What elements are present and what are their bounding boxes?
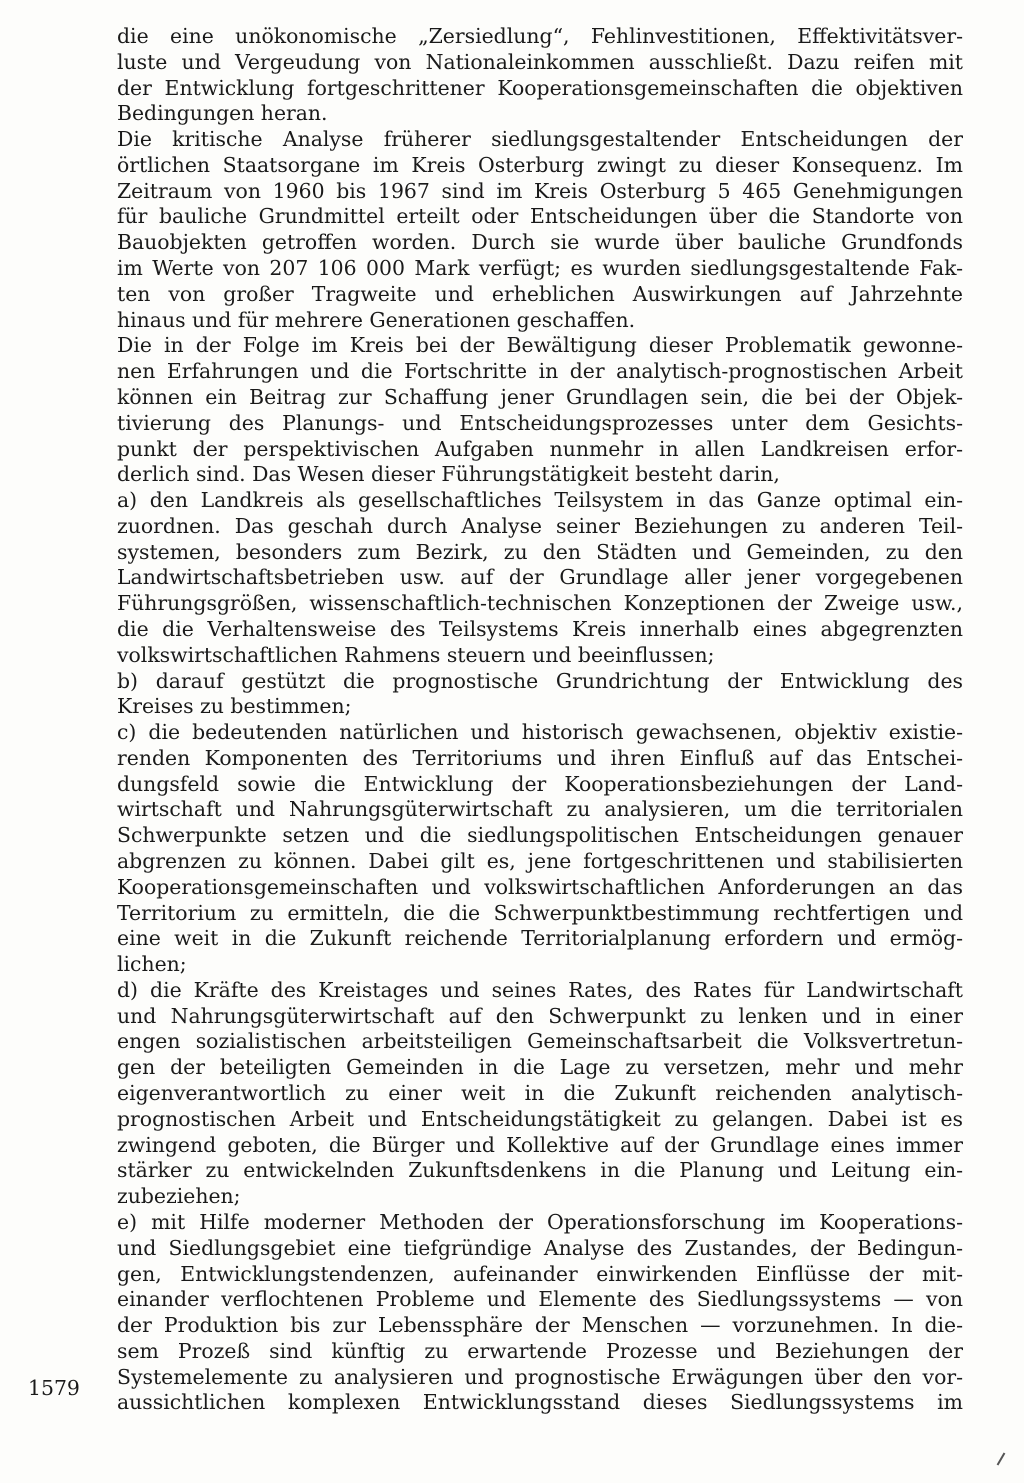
text-line: Zeitraum von 1960 bis 1967 sind im Kreis Osterburg 5 465 Genehmigungen (117, 178, 963, 203)
text-line: d) die Kräfte des Kreistages und seines Rates, des Rates für Landwirtschaft (117, 977, 963, 1002)
body-text (117, 24, 963, 1416)
text-line: Die kritische Analyse früherer siedlungsgestaltender Entscheidungen der (117, 127, 963, 152)
text-line: Landwirtschaftsbetrieben usw. auf der Grundlage aller jener vorgegebenen (117, 565, 963, 590)
text-line: abgrenzen zu können. Dabei gilt es, jene fortgeschrittenen und stabilisierten (117, 849, 963, 873)
text-line: Die in der Folge im Kreis bei der Bewältigung dieser Problematik gewonne- (117, 333, 963, 358)
text-line: stärker zu entwickelnden Zukunftsdenkens in die Planung und Leitung ein- (117, 1158, 963, 1183)
text-line: c) die bedeutenden natürlichen und historisch gewachsenen, objektiv existie- (117, 720, 963, 745)
text-line: hinaus und für mehrere Generationen geschaffen. (117, 307, 636, 332)
margin-mark (997, 1452, 1006, 1465)
text-line: renden Komponenten des Territoriums und ihren Einfluß auf das Entschei- (117, 745, 963, 770)
text-line: örtlichen Staatsorgane im Kreis Osterburg zwingt zu dieser Konsequenz. Im (117, 152, 963, 177)
text-line: systemen, besonders zum Bezirk, zu den Städten und Gemeinden, zu den (117, 539, 963, 564)
text-line: wirtschaft und Nahrungsgüterwirtschaft zu analysieren, um die territorialen (117, 797, 963, 822)
text-line: Kooperationsgemeinschaften und volkswirtschaftlichen Anforderungen an das (117, 874, 963, 899)
text-line: dungsfeld sowie die Entwicklung der Kooperationsbeziehungen der Land- (117, 771, 963, 796)
text-line: Bauobjekten getroffen worden. Durch sie wurde über bauliche Grundfonds (117, 230, 963, 255)
text-line: volkswirtschaftlichen Rahmens steuern und beeinflussen; (117, 642, 715, 667)
text-line: luste und Vergeudung von Nationaleinkommen ausschließt. Dazu reifen mit (117, 49, 963, 74)
text-line: aussichtlichen komplexen Entwicklungsstand dieses Siedlungssystems im (117, 1390, 963, 1415)
text-line: gen, Entwicklungstendenzen, aufeinander einwirkenden Einflüsse der mit- (117, 1261, 963, 1286)
text-line: prognostischen Arbeit und Entscheidungstätigkeit zu gelangen. Dabei ist es (117, 1106, 963, 1131)
text-line: punkt der perspektivischen Aufgaben nunmehr in allen Landkreisen erfor- (117, 436, 963, 461)
text-line: einander verflochtenen Probleme und Elemente des Siedlungssystems — von (117, 1287, 963, 1312)
text-line: der Entwicklung fortgeschrittener Kooperationsgemeinschaften die objektiven (117, 75, 963, 100)
text-line: nen Erfahrungen und die Fortschritte in der analytisch-prognostischen Arbeit (117, 359, 963, 384)
text-line: und Nahrungsgüterwirtschaft auf den Schwerpunkt zu lenken und in einer (117, 1003, 963, 1028)
text-line: ten von großer Tragweite und erheblichen Auswirkungen auf Jahrzehnte (117, 281, 963, 306)
text-line: b) darauf gestützt die prognostische Grundrichtung der Entwicklung des (117, 668, 963, 693)
text-line: für bauliche Grundmittel erteilt oder Entscheidungen über die Standorte von (117, 204, 963, 229)
text-line: engen sozialistischen arbeitsteiligen Gemeinschaftsarbeit die Volksvertretun- (117, 1029, 963, 1054)
page-number: 1579 (28, 1376, 80, 1400)
text-line: Systemelemente zu analysieren und prognostische Erwägungen über den vor- (117, 1364, 963, 1389)
text-line: können ein Beitrag zur Schaffung jener Grundlagen sein, die bei der Objek- (117, 384, 963, 409)
text-line: Schwerpunkte setzen und die siedlungspolitischen Entscheidungen genauer (117, 823, 963, 848)
text-line: tivierung des Planungs- und Entscheidungsprozesses unter dem Gesichts- (117, 410, 963, 435)
text-line: zubeziehen; (117, 1184, 241, 1209)
text-line: sem Prozeß sind künftig zu erwartende Prozesse und Beziehungen der (117, 1338, 963, 1363)
text-line: Kreises zu bestimmen; (117, 694, 352, 719)
text-line: der Produktion bis zur Lebenssphäre der Menschen — vorzunehmen. In die- (117, 1313, 963, 1338)
text-line: und Siedlungsgebiet eine tiefgründige Analyse des Zustandes, der Bedingun- (117, 1235, 963, 1260)
text-line: lichen; (117, 952, 187, 977)
text-line: Territorium zu ermitteln, die die Schwerpunktbestimmung rechtfertigen und (117, 900, 963, 925)
text-line: Führungsgrößen, wissenschaftlich-technischen Konzeptionen der Zweige usw., (117, 591, 963, 616)
text-line: zwingend geboten, die Bürger und Kollektive auf der Grundlage eines immer (117, 1132, 963, 1157)
text-line: eigenverantwortlich zu einer weit in die Zukunft reichenden analytisch- (117, 1081, 963, 1106)
text-line: die eine unökonomische „Zersiedlung“, Fehlinvestitionen, Effektivitätsver- (117, 24, 963, 48)
text-line: derlich sind. Das Wesen dieser Führungstätigkeit besteht darin, (117, 462, 780, 487)
text-line: im Werte von 207 106 000 Mark verfügt; es wurden siedlungsgestaltende Fak- (117, 256, 963, 281)
text-line: gen der beteiligten Gemeinden in die Lage zu versetzen, mehr und mehr (117, 1055, 963, 1080)
text-line: eine weit in die Zukunft reichende Territorialplanung erfordern und ermög- (117, 926, 963, 951)
text-line: e) mit Hilfe moderner Methoden der Operationsforschung im Kooperations- (117, 1209, 963, 1234)
text-line: a) den Landkreis als gesellschaftliches Teilsystem in das Ganze optimal ein- (117, 488, 963, 513)
text-line: zuordnen. Das geschah durch Analyse seiner Beziehungen zu anderen Teil- (117, 513, 963, 538)
text-line: die die Verhaltensweise des Teilsystems Kreis innerhalb eines abgegrenzten (117, 616, 963, 641)
text-line: Bedingungen heran. (117, 101, 328, 126)
